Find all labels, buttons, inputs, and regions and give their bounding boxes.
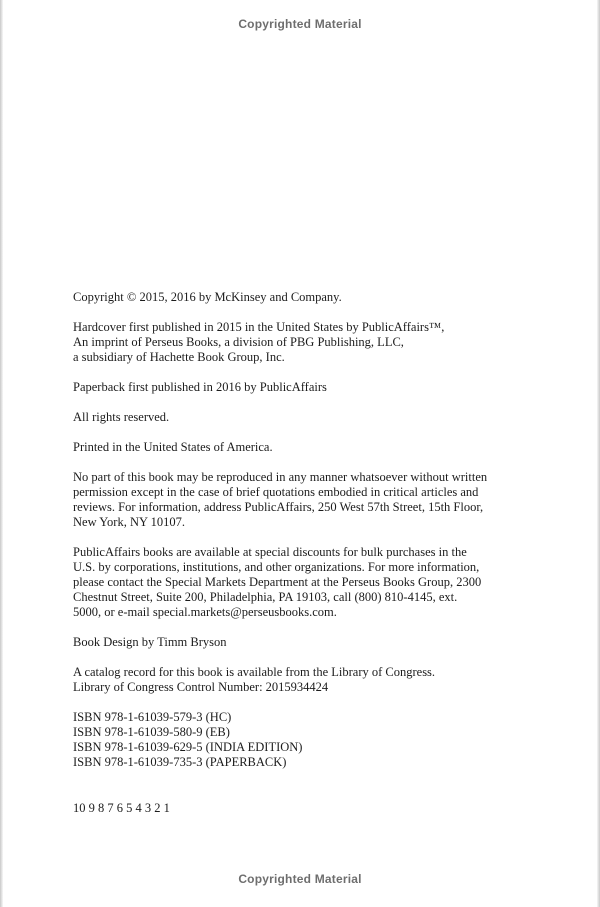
rights-reserved (73, 410, 523, 425)
text-line: ISBN 978-1-61039-629-5 (INDIA EDITION) (73, 740, 303, 754)
text-line: Paperback first published in 2016 by PublicAffairs (73, 380, 327, 394)
paperback-publisher-info (73, 380, 523, 395)
reproduction-notice (73, 470, 523, 530)
text-line: PublicAffairs books are available at special discounts for bulk purchases in the (73, 545, 467, 559)
text-line: Book Design by Timm Bryson (73, 635, 227, 649)
text-line: A catalog record for this book is available from the Library of Congress. (73, 665, 436, 679)
special-markets-notice (73, 545, 523, 620)
text-line: 5000, or e-mail special.markets@perseusbooks.com. (73, 605, 337, 619)
text-line: Library of Congress Control Number: 2015934424 (73, 680, 329, 694)
copyrighted-material-top: Copyrighted Material (238, 17, 362, 31)
text-line: a subsidiary of Hachette Book Group, Inc. (73, 350, 285, 364)
text-line: permission except in the case of brief quotations embodied in critical articles and (73, 485, 479, 499)
printed-in (73, 440, 523, 455)
text-line: An imprint of Perseus Books, a division of PBG Publishing, LLC, (73, 335, 404, 349)
text-line: ISBN 978-1-61039-580-9 (EB) (73, 725, 230, 739)
text-line: Printed in the United States of America. (73, 440, 273, 454)
text-line: Hardcover first published in 2015 in the United States by PublicAffairs™, (73, 320, 445, 334)
text-line: New York, NY 10107. (73, 515, 186, 529)
text-line: Copyright © 2015, 2016 by McKinsey and Company. (73, 290, 342, 304)
text-line: ISBN 978-1-61039-735-3 (PAPERBACK) (73, 755, 287, 769)
text-line: ISBN 978-1-61039-579-3 (HC) (73, 710, 232, 724)
printers-key (73, 801, 523, 816)
text-line: All rights reserved. (73, 410, 170, 424)
isbn-list (73, 710, 523, 770)
text-line: reviews. For information, address PublicAffairs, 250 West 57th Street, 15th Floor, (73, 500, 484, 514)
text-line: No part of this book may be reproduced in any manner whatsoever without written (73, 470, 488, 484)
text-line: U.S. by corporations, institutions, and other organizations. For more information, (73, 560, 480, 574)
book-design-credit (73, 635, 523, 650)
text-line: 10 9 8 7 6 5 4 3 2 1 (73, 801, 170, 815)
copyright-text-block (73, 290, 523, 831)
page-edge-left (0, 0, 3, 907)
catalog-record (73, 665, 523, 695)
text-line: Chestnut Street, Suite 200, Philadelphia, PA 19103, call (800) 810-4145, ext. (73, 590, 458, 604)
copyrighted-material-bottom: Copyrighted Material (238, 872, 362, 886)
hardcover-publisher-info (73, 320, 523, 365)
text-line: please contact the Special Markets Department at the Perseus Books Group, 2300 (73, 575, 482, 589)
copyright-notice (73, 290, 523, 305)
